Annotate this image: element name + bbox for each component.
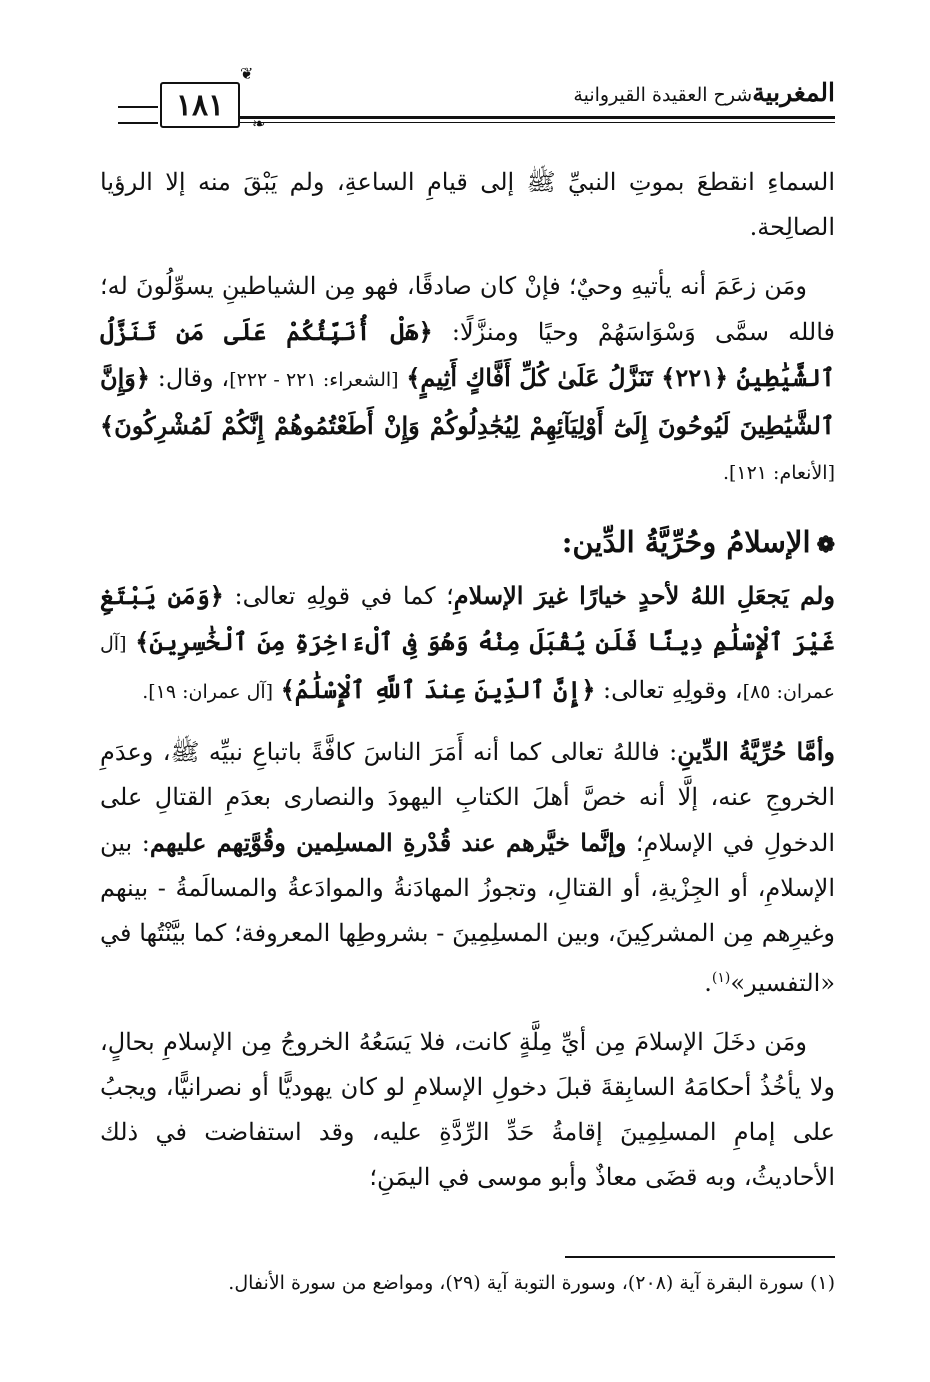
running-title-sub: شرح العقيدة القيروانية xyxy=(573,84,753,106)
text-run: ، وقال: xyxy=(157,364,230,392)
text-run: ؛ كما في قولِهِ تعالى: xyxy=(234,582,454,610)
bold-text: وأمَّا حُرِّيَّةُ الدِّينِ xyxy=(677,737,835,766)
page-body xyxy=(100,160,835,1200)
footnote-separator xyxy=(565,1256,835,1258)
text-run: . xyxy=(704,969,712,997)
header-rule-thick xyxy=(240,116,835,119)
paragraph xyxy=(100,160,835,250)
page-header xyxy=(100,64,835,133)
text-run: : بين الإسلامِ، أو الجِزْيةِ، أو القتالِ، وتجوزُ المهادَنةُ والموادَعةُ والمسالَمةُ - بينهم وغيرِهم مِن المشركِينَ، وبين المسلِمِينَ - بشروطِها المعروفة؛ كما بيَّنْتُها في «التفسير» xyxy=(100,829,835,997)
text-run: : فاللهُ تعالى كما أنه أَمَرَ الناسَ كافَّةً باتباعِ نبيِّه ﷺ، وعدَمِ الخروجِ عنه، إلَّا أنه خصَّ أهلَ الكتابِ اليهودَ والنصارى بعدَمِ القتالِ على الدخولِ في الإسلامِ؛ xyxy=(100,738,836,857)
flourish-icon: ❧ xyxy=(252,114,266,133)
paragraph xyxy=(100,1020,835,1200)
section-heading-text: الإسلامُ وحُرِّيَّةُ الدِّين: xyxy=(561,525,811,559)
footnote: (١) سورة البقرة آية (٢٠٨)، وسورة التوبة آية (٢٩)، ومواضع من سورة الأنفال. xyxy=(228,1272,835,1294)
quran-quote: ﴿هَلْ أُنَبِّئُكُمْ عَلَى مَن تَنَزَّلُ ٱلشَّيَٰطِينُ ﴿٢٢١﴾ تَنَزَّلُ عَلَىٰ كُلِّ أَفَّاكٍ أَثِيمٍ﴾ xyxy=(100,317,835,392)
text-run: ، وقولِهِ تعالى: xyxy=(603,676,743,704)
paragraph xyxy=(100,729,835,1006)
verse-reference: [الشعراء: ٢٢١ - ٢٢٢] xyxy=(229,369,399,391)
running-title-main: المغربية xyxy=(752,78,835,107)
bold-text: ولم يَجعَلِ اللهُ لأحدٍ خيارًا غيرَ الإسلامِ xyxy=(453,581,835,610)
paragraph xyxy=(100,264,835,496)
quran-quote: ﴿إِنَّ ٱلدِّينَ عِندَ ٱللَّهِ ٱلْإِسْلَٰمُ﴾ xyxy=(280,675,596,704)
paragraph xyxy=(100,573,835,715)
header-rule-thin xyxy=(240,122,835,123)
quran-quote: ﴿وَإِنَّ ٱلشَّيَٰطِينَ لَيُوحُونَ إِلَىٰٓ أَوْلِيَآئِهِمْ لِيُجَٰدِلُوكُمْ وَإِنْ أَطَعْتُمُوهُمْ إِنَّكُمْ لَمُشْرِكُونَ﴾ xyxy=(100,363,835,440)
footnote-reference[interactable]: (١) xyxy=(711,970,731,986)
header-double-line xyxy=(118,106,158,124)
text-run: السماءِ انقطعَ بموتِ النبيِّ ﷺ إلى قيامِ الساعةِ، ولم يَبْقَ منه إلا الرؤيا الصالِحة. xyxy=(100,168,835,241)
quran-quote: ﴿وَمَن يَبْتَغِ غَيْرَ ٱلْإِسْلَٰمِ دِينًا فَلَن يُقْبَلَ مِنْهُ وَهُوَ فِى ٱلْءَاخِرَةِ مِنَ ٱلْخَٰسِرِينَ﴾ xyxy=(100,581,835,656)
flourish-icon: ❦ xyxy=(240,64,254,83)
verse-reference: [آل عمران: ١٩]. xyxy=(142,681,274,703)
bold-text: وإنَّما خيَّرهم عند قُدْرةِ المسلِمين وقُوَّتِهم عليهم xyxy=(149,828,627,857)
running-title xyxy=(573,78,835,107)
text-run: ومَن زعَمَ أنه يأتيهِ وحيٌ؛ فإنْ كان صادقًا، فهو مِن الشياطينِ يسوِّلُونَ له؛ فالله سمَّى وَسْوَاسَهُمْ وحيًا ومنزَّلًا: xyxy=(100,272,835,346)
heading-ornament-icon: ❁ xyxy=(816,532,835,558)
verse-reference: [آل عمران: ٨٥] xyxy=(100,633,835,703)
page-number: ١٨١ xyxy=(160,82,240,128)
text-run: ومَن دخَلَ الإسلامَ مِن أيِّ مِلَّةٍ كانت، فلا يَسَعُهُ الخروجُ مِن الإسلامِ بحالٍ، ولا يأخُذُ أحكامَهُ السابِقةَ قبلَ دخولِ الإسلامِ لو كان يهوديًّا أو نصرانيًّا، ويجبُ على إمامِ المسلِمِينَ إقامةُ حَدِّ الرِّدَّةِ عليه، وقد استفاضت في ذلك الأحاديثُ، وبه قضَى معاذٌ وأبو موسى في اليمَنِ؛ xyxy=(100,1028,835,1191)
section-heading xyxy=(100,514,835,573)
verse-reference: [الأنعام: ١٢١]. xyxy=(722,462,835,484)
